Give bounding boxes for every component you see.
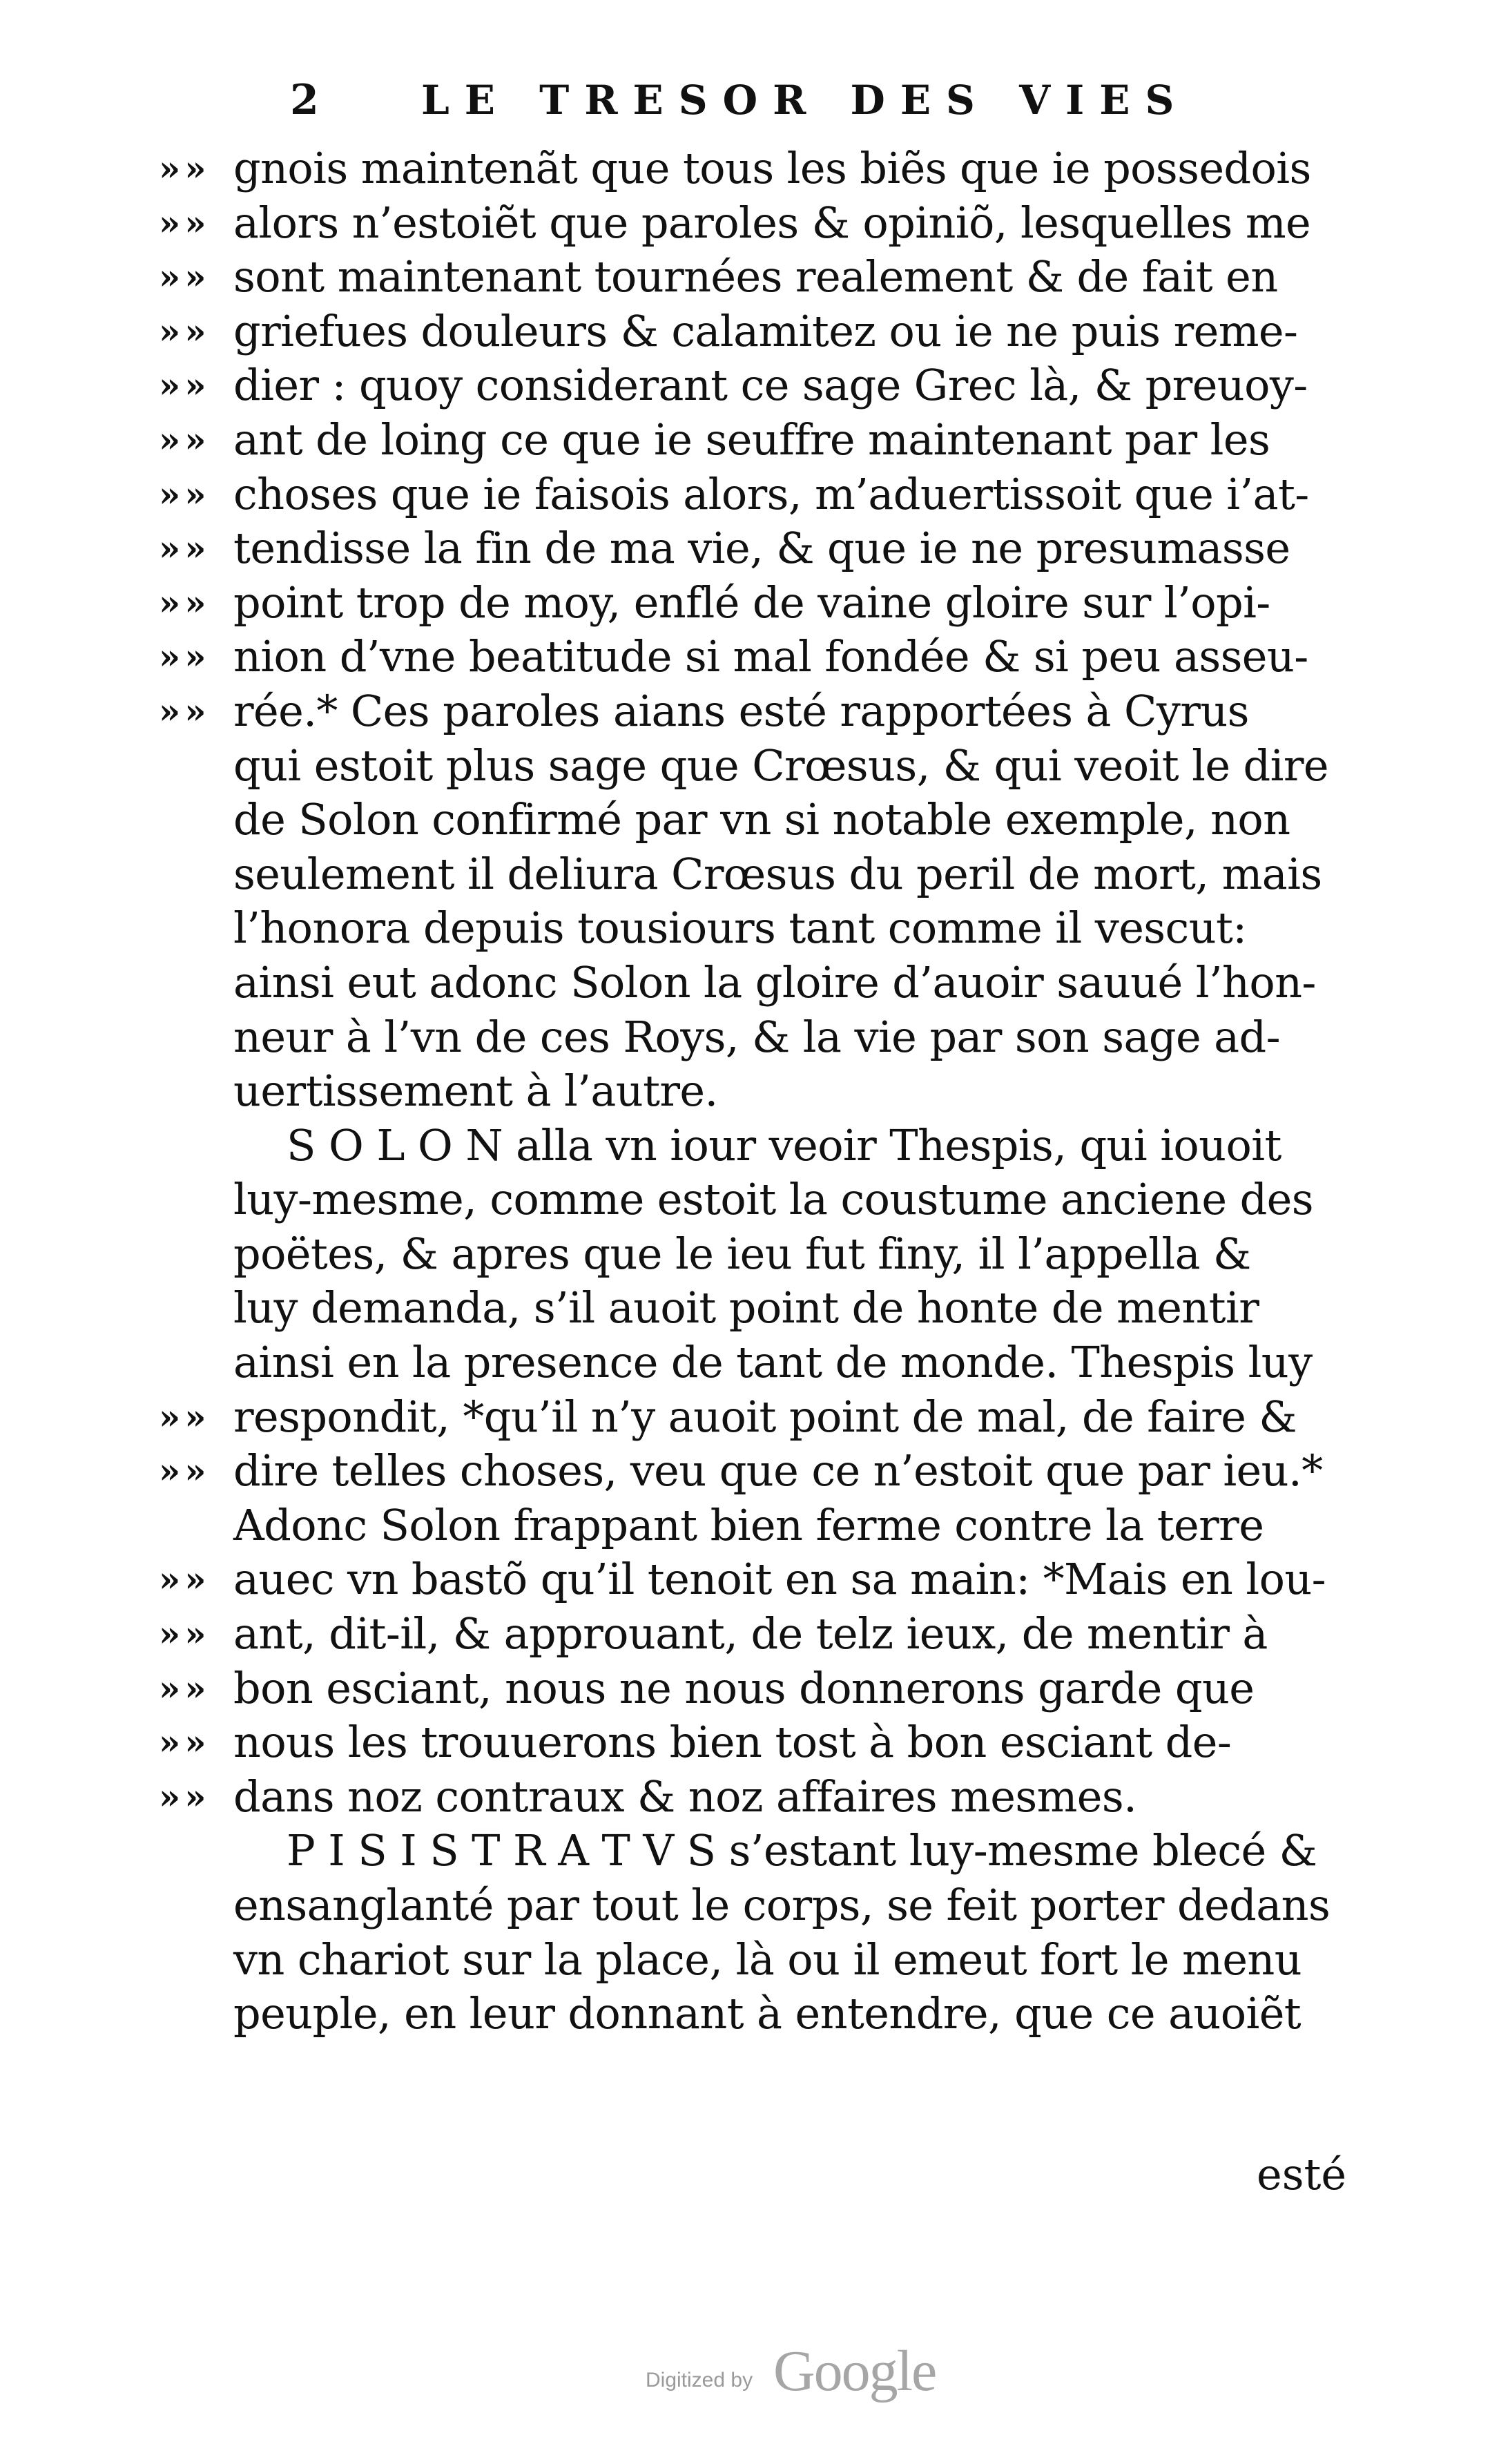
quotation-mark: »» xyxy=(159,636,211,677)
line-text: nous les trouuerons bien tost à bon esciant de- xyxy=(233,1717,1232,1768)
text-line xyxy=(159,739,1374,793)
line-text: peuple, en leur donnant à entendre, que ce auoiẽt xyxy=(233,1988,1302,2039)
line-text: Adonc Solon frappant bien ferme contre la terre xyxy=(233,1499,1264,1550)
digitized-watermark xyxy=(646,2338,963,2407)
quotation-mark: »» xyxy=(159,310,211,352)
text-line xyxy=(159,1607,1374,1662)
line-text: tendisse la fin de ma vie, & que ie ne presumasse xyxy=(233,523,1290,574)
quotation-mark: »» xyxy=(159,690,211,731)
text-line xyxy=(159,196,1374,251)
text-line xyxy=(159,1119,1374,1173)
google-logo: Google xyxy=(773,2339,936,2403)
text-line xyxy=(159,1662,1374,1716)
quotation-mark: »» xyxy=(159,1775,211,1817)
text-line xyxy=(159,250,1374,305)
line-text: nion d’vne beatitude si mal fondée & si peu asseu- xyxy=(233,631,1308,682)
running-title: LE TRESOR DES VIES xyxy=(421,77,1190,124)
line-text: neur à l’vn de ces Roys, & la vie par son sage ad- xyxy=(233,1011,1280,1062)
quotation-mark: »» xyxy=(159,365,211,406)
line-text: S O L O N alla vn iour veoir Thespis, qui iouoit xyxy=(287,1119,1281,1171)
line-text: ensanglanté par tout le corps, se feit porter dedans xyxy=(233,1880,1331,1930)
text-line xyxy=(159,1444,1374,1499)
text-line xyxy=(159,1933,1374,1987)
line-text: vn chariot sur la place, là ou il emeut fort le menu xyxy=(233,1934,1302,1985)
line-text: alors n’estoiẽt que paroles & opiniõ, lesquelles me xyxy=(233,197,1311,248)
line-text: bon esciant, nous ne nous donnerons garde que xyxy=(233,1662,1255,1713)
quotation-mark: »» xyxy=(159,1559,211,1600)
text-line xyxy=(159,1987,1374,2041)
quotation-mark: »» xyxy=(159,1722,211,1763)
line-text: dire telles choses, veu que ce n’estoit que par ieu.* xyxy=(233,1445,1323,1496)
text-line xyxy=(159,1715,1374,1770)
text-line xyxy=(159,1878,1374,1933)
line-text: P I S I S T R A T V S s’estant luy-mesme blecé & xyxy=(287,1825,1317,1876)
quotation-mark: »» xyxy=(159,1613,211,1655)
quotation-mark: »» xyxy=(159,418,211,460)
text-line xyxy=(159,956,1374,1010)
line-text: ant de loing ce que ie seuffre maintenant par les xyxy=(233,414,1270,465)
text-line xyxy=(159,1336,1374,1390)
line-text: de Solon confirmé par vn si notable exemple, non xyxy=(233,794,1290,845)
text-line xyxy=(159,630,1374,684)
line-text: ainsi en la presence de tant de monde. Thespis luy xyxy=(233,1337,1313,1388)
text-line xyxy=(159,1227,1374,1282)
line-text: luy demanda, s’il auoit point de honte de mentir xyxy=(233,1282,1259,1334)
line-text: point trop de moy, enflé de vaine gloire sur l’opi- xyxy=(233,577,1270,628)
line-text: choses que ie faisois alors, m’aduertissoit que i’at- xyxy=(233,468,1309,519)
quotation-mark: »» xyxy=(159,1667,211,1709)
text-line xyxy=(159,1281,1374,1336)
text-line xyxy=(159,576,1374,631)
text-line xyxy=(159,684,1374,739)
quotation-mark: »» xyxy=(159,1396,211,1437)
text-line xyxy=(159,1499,1374,1553)
line-text: gnois maintenãt que tous les biẽs que ie possedois xyxy=(233,143,1311,193)
text-line xyxy=(159,1390,1374,1445)
quotation-mark: »» xyxy=(159,256,211,298)
text-line xyxy=(159,468,1374,522)
text-line xyxy=(159,901,1374,956)
quotation-mark: »» xyxy=(159,528,211,569)
text-line xyxy=(159,1552,1374,1607)
page-header xyxy=(0,69,1490,131)
line-text: qui estoit plus sage que Crœsus, & qui veoit le dire xyxy=(233,740,1329,791)
line-text: luy-mesme, comme estoit la coustume anciene des xyxy=(233,1174,1313,1225)
page-number: 2 xyxy=(290,76,319,124)
text-line xyxy=(159,1173,1374,1227)
text-line xyxy=(159,142,1374,196)
line-text: griefues douleurs & calamitez ou ie ne puis reme- xyxy=(233,305,1298,356)
quotation-mark: »» xyxy=(159,202,211,243)
line-text: auec vn bastõ qu’il tenoit en sa main: *Mais en lou- xyxy=(233,1554,1326,1605)
line-text: dier : quoy considerant ce sage Grec là, & preuoy- xyxy=(233,360,1308,411)
text-line xyxy=(159,793,1374,847)
line-text: respondit, *qu’il n’y auoit point de mal, de faire & xyxy=(233,1391,1297,1442)
quotation-mark: »» xyxy=(159,473,211,514)
line-text: ainsi eut adonc Solon la gloire d’auoir sauué l’hon- xyxy=(233,956,1316,1008)
text-line xyxy=(159,305,1374,359)
text-line xyxy=(159,1064,1374,1119)
text-line xyxy=(159,358,1374,413)
line-text: poëtes, & apres que le ieu fut finy, il l’appella & xyxy=(233,1228,1251,1279)
line-text: sont maintenant tournées realement & de fait en xyxy=(233,251,1278,302)
line-text: ant, dit-il, & approuant, de telz ieux, de mentir à xyxy=(233,1608,1268,1659)
line-text: uertissement à l’autre. xyxy=(233,1066,718,1117)
text-line xyxy=(159,1824,1374,1878)
text-line xyxy=(159,521,1374,576)
text-line xyxy=(159,1010,1374,1065)
line-text: seulement il deliura Crœsus du peril de mort, mais xyxy=(233,848,1322,899)
text-line xyxy=(159,413,1374,468)
quotation-mark: »» xyxy=(159,581,211,623)
catchword: esté xyxy=(1257,2149,1347,2200)
body-text xyxy=(159,142,1374,2041)
digitized-by-label: Digitized by xyxy=(646,2369,753,2391)
line-text: dans noz contraux & noz affaires mesmes. xyxy=(233,1771,1137,1822)
line-text: l’honora depuis tousiours tant comme il vescut: xyxy=(233,903,1247,954)
text-line xyxy=(159,847,1374,902)
quotation-mark: »» xyxy=(159,1450,211,1492)
text-line xyxy=(159,1770,1374,1825)
line-text: rée.* Ces paroles aians esté rapportées à Cyrus xyxy=(233,685,1249,736)
quotation-mark: »» xyxy=(159,148,211,189)
